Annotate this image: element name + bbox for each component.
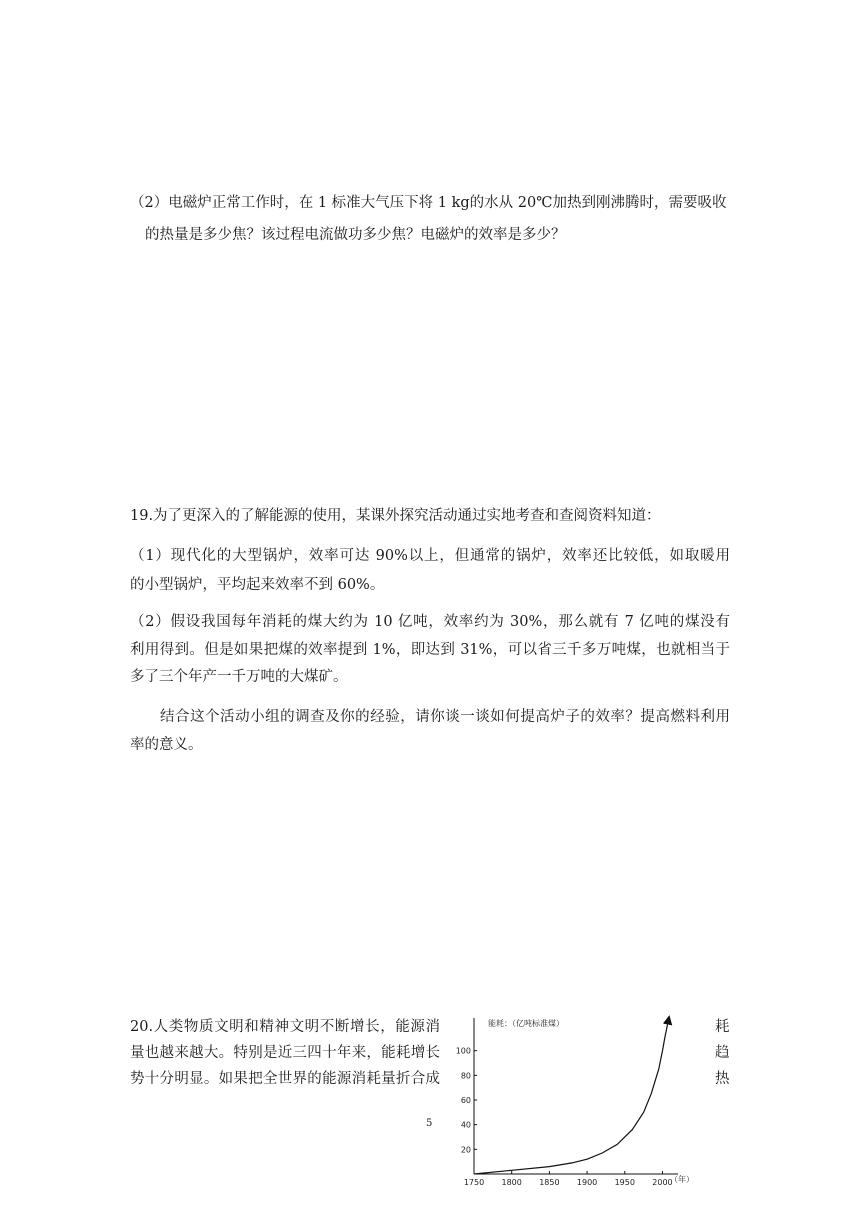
q20-line2-end: 趋 bbox=[715, 1045, 730, 1061]
x-tick-label: 1850 bbox=[539, 1178, 560, 1187]
y-tick-label: 60 bbox=[460, 1096, 471, 1105]
q19-p1-line2: 的小型锅炉，平均起来效率不到 60%。 bbox=[130, 577, 385, 593]
q19-p3-line1: 结合这个活动小组的调查及你的经验，请你谈一谈如何提高炉子的效率？提高燃料利用 bbox=[160, 709, 730, 725]
q19-p2-line2: 利用得到。但是如果把煤的效率提到 1%，即达到 31%，可以省三千多万吨煤，也就相当于 bbox=[130, 642, 730, 658]
q20-line3-end: 热 bbox=[715, 1071, 730, 1087]
q18-part2-line1: （2）电磁炉正常工作时，在 1 标准大气压下将 1 kg的水从 20℃加热到刚沸腾时，需要吸收 bbox=[130, 195, 727, 211]
page-number: 5 bbox=[426, 1118, 433, 1129]
y-tick-label: 80 bbox=[460, 1071, 471, 1081]
x-axis-title: （年） bbox=[670, 1175, 694, 1184]
y-tick-label: 20 bbox=[460, 1145, 471, 1155]
q19-p2-line1: （2）假设我国每年消耗的煤大约为 10 亿吨，效率约为 30%，那么就有 7 亿吨的煤没有 bbox=[130, 614, 730, 630]
q20-line3: 势十分明显。如果把全世界的能源消耗量折合成 bbox=[130, 1071, 440, 1087]
x-tick-label: 1800 bbox=[501, 1178, 522, 1187]
chart-svg bbox=[440, 1010, 694, 1190]
y-tick-label: 40 bbox=[460, 1120, 471, 1130]
chart-axes bbox=[474, 1018, 678, 1174]
series-line bbox=[474, 1020, 669, 1174]
q20-line2: 量也越来越大。特别是近三四十年来，能耗增长 bbox=[130, 1045, 440, 1061]
x-tick-label: 1900 bbox=[576, 1178, 598, 1187]
x-tick-label: 1950 bbox=[614, 1178, 635, 1187]
q19-p1-line1: （1）现代化的大型锅炉，效率可达 90%以上，但通常的锅炉，效率还比较低，如取暖用 bbox=[130, 548, 730, 564]
q19-p2-line3: 多了三个年产一千万吨的大煤矿。 bbox=[130, 669, 348, 685]
q20-line1: 20.人类物质文明和精神文明不断增长，能源消 bbox=[130, 1019, 440, 1035]
x-tick-label: 2000 bbox=[652, 1178, 673, 1187]
q18-part2-line2: 的热量是多少焦？该过程电流做功多少焦？电磁炉的效率是多少？ bbox=[145, 227, 566, 243]
q19-p3-line2: 率的意义。 bbox=[130, 737, 203, 753]
y-axis-title: 能耗：（亿吨标准煤） bbox=[488, 1019, 564, 1028]
q20-line1-end: 耗 bbox=[715, 1019, 730, 1035]
y-tick-label: 100 bbox=[455, 1046, 471, 1056]
q19-intro: 19.为了更深入的了解能源的使用，某课外探究活动通过实地考查和查阅资料知道： bbox=[130, 508, 661, 524]
x-tick-label: 1750 bbox=[463, 1178, 485, 1187]
energy-consumption-chart bbox=[440, 1010, 694, 1190]
